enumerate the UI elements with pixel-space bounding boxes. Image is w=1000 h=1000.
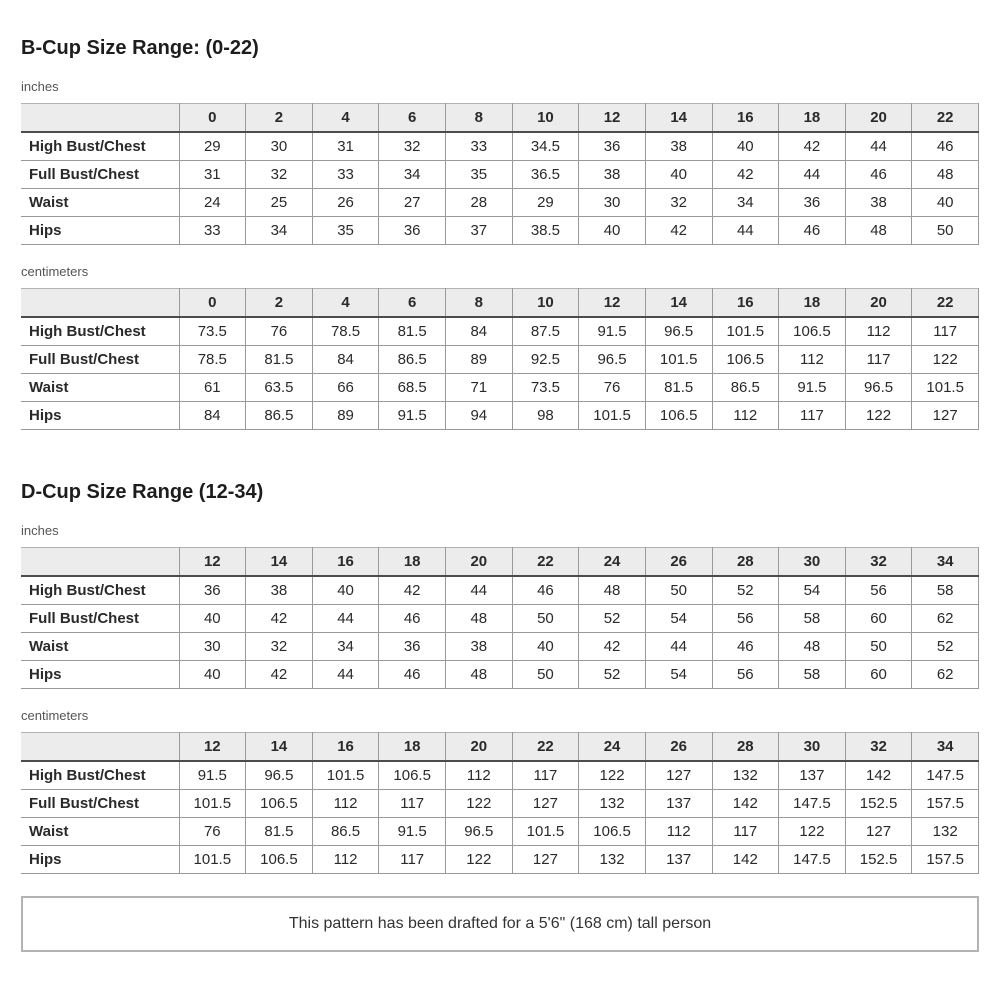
size-column-header: 14 (246, 733, 313, 762)
unit-label-centimeters: centimeters (21, 264, 89, 279)
measurement-value-cell: 42 (712, 161, 779, 189)
size-column-header: 8 (446, 104, 513, 133)
measurement-value-cell: 86.5 (379, 346, 446, 374)
measurement-value-cell: 86.5 (312, 818, 379, 846)
measurement-value-cell: 127 (912, 402, 979, 430)
measurement-row (21, 132, 979, 161)
measurement-value-cell: 112 (446, 761, 513, 790)
measurement-value-cell: 101.5 (179, 846, 246, 874)
measurement-row-label: Full Bust/Chest (21, 790, 179, 818)
size-column-header: 10 (512, 289, 579, 318)
measurement-value-cell: 40 (912, 189, 979, 217)
measurement-value-cell: 27 (379, 189, 446, 217)
measurement-value-cell: 106.5 (379, 761, 446, 790)
measurement-value-cell: 40 (579, 217, 646, 245)
measurement-value-cell: 38 (645, 132, 712, 161)
measurement-value-cell: 38.5 (512, 217, 579, 245)
measurement-value-cell: 152.5 (845, 790, 912, 818)
measurement-value-cell: 122 (446, 846, 513, 874)
measurement-row (21, 605, 979, 633)
measurement-value-cell: 50 (512, 661, 579, 689)
size-column-header: 12 (579, 104, 646, 133)
size-column-header: 24 (579, 548, 646, 577)
measurement-value-cell: 132 (912, 818, 979, 846)
section-d-cup (21, 480, 979, 874)
measurement-value-cell: 48 (446, 661, 513, 689)
measurement-value-cell: 132 (712, 761, 779, 790)
measurement-row (21, 576, 979, 605)
measurement-value-cell: 56 (845, 576, 912, 605)
size-header-row (21, 548, 979, 577)
measurement-row (21, 818, 979, 846)
size-column-header: 16 (712, 289, 779, 318)
measurement-value-cell: 157.5 (912, 846, 979, 874)
measurement-value-cell: 87.5 (512, 317, 579, 346)
measurement-value-cell: 101.5 (512, 818, 579, 846)
measurement-value-cell: 132 (579, 790, 646, 818)
size-column-header: 32 (845, 548, 912, 577)
size-column-header: 6 (379, 289, 446, 318)
measurement-value-cell: 38 (579, 161, 646, 189)
size-column-header: 30 (779, 733, 846, 762)
size-header-row (21, 104, 979, 133)
measurement-value-cell: 32 (379, 132, 446, 161)
measurement-value-cell: 42 (645, 217, 712, 245)
measurement-value-cell: 152.5 (845, 846, 912, 874)
measurement-value-cell: 60 (845, 661, 912, 689)
measurement-row-label: Hips (21, 846, 179, 874)
measurement-value-cell: 117 (512, 761, 579, 790)
measurement-value-cell: 66 (312, 374, 379, 402)
measurement-value-cell: 89 (446, 346, 513, 374)
measurement-value-cell: 92.5 (512, 346, 579, 374)
measurement-value-cell: 54 (645, 661, 712, 689)
measurement-value-cell: 98 (512, 402, 579, 430)
size-column-header: 4 (312, 104, 379, 133)
measurement-value-cell: 48 (579, 576, 646, 605)
measurement-value-cell: 30 (246, 132, 313, 161)
size-column-header: 4 (312, 289, 379, 318)
measurement-row (21, 189, 979, 217)
measurement-value-cell: 44 (779, 161, 846, 189)
measurement-value-cell: 117 (379, 790, 446, 818)
measurement-value-cell: 46 (379, 661, 446, 689)
size-column-header: 32 (845, 733, 912, 762)
measurement-value-cell: 61 (179, 374, 246, 402)
measurement-value-cell: 42 (379, 576, 446, 605)
measurement-value-cell: 38 (446, 633, 513, 661)
measurement-value-cell: 101.5 (312, 761, 379, 790)
measurement-value-cell: 117 (912, 317, 979, 346)
measurement-value-cell: 44 (845, 132, 912, 161)
size-column-header: 12 (579, 289, 646, 318)
measurement-value-cell: 34 (712, 189, 779, 217)
measurement-value-cell: 40 (645, 161, 712, 189)
size-column-header: 28 (712, 548, 779, 577)
corner-cell (21, 733, 179, 762)
measurement-value-cell: 31 (312, 132, 379, 161)
measurement-value-cell: 122 (446, 790, 513, 818)
measurement-row-label: Full Bust/Chest (21, 605, 179, 633)
size-column-header: 16 (712, 104, 779, 133)
measurement-row (21, 374, 979, 402)
measurement-value-cell: 52 (712, 576, 779, 605)
measurement-value-cell: 37 (446, 217, 513, 245)
measurement-value-cell: 106.5 (579, 818, 646, 846)
measurement-value-cell: 122 (845, 402, 912, 430)
measurement-value-cell: 112 (312, 790, 379, 818)
measurement-value-cell: 30 (579, 189, 646, 217)
measurement-value-cell: 106.5 (246, 846, 313, 874)
measurement-value-cell: 117 (779, 402, 846, 430)
measurement-value-cell: 50 (912, 217, 979, 245)
section-title-b-cup: B-Cup Size Range: (0-22) (21, 37, 259, 59)
measurement-value-cell: 73.5 (179, 317, 246, 346)
measurement-value-cell: 142 (845, 761, 912, 790)
measurement-value-cell: 91.5 (179, 761, 246, 790)
measurement-value-cell: 46 (379, 605, 446, 633)
size-column-header: 22 (512, 548, 579, 577)
measurement-value-cell: 106.5 (645, 402, 712, 430)
measurement-value-cell: 81.5 (645, 374, 712, 402)
measurement-value-cell: 137 (779, 761, 846, 790)
size-column-header: 26 (645, 733, 712, 762)
measurement-value-cell: 44 (312, 605, 379, 633)
measurement-value-cell: 112 (312, 846, 379, 874)
measurement-value-cell: 50 (645, 576, 712, 605)
measurement-row-label: Waist (21, 374, 179, 402)
size-column-header: 12 (179, 733, 246, 762)
measurement-value-cell: 32 (645, 189, 712, 217)
measurement-value-cell: 58 (912, 576, 979, 605)
measurement-value-cell: 62 (912, 661, 979, 689)
measurement-value-cell: 101.5 (912, 374, 979, 402)
corner-cell (21, 104, 179, 133)
size-column-header: 6 (379, 104, 446, 133)
measurement-value-cell: 33 (446, 132, 513, 161)
measurement-value-cell: 33 (312, 161, 379, 189)
measurement-value-cell: 89 (312, 402, 379, 430)
measurement-value-cell: 122 (912, 346, 979, 374)
measurement-row-label: Full Bust/Chest (21, 161, 179, 189)
measurement-value-cell: 122 (779, 818, 846, 846)
measurement-value-cell: 112 (712, 402, 779, 430)
measurement-value-cell: 96.5 (845, 374, 912, 402)
size-column-header: 22 (512, 733, 579, 762)
measurement-value-cell: 112 (779, 346, 846, 374)
measurement-value-cell: 52 (579, 661, 646, 689)
measurement-value-cell: 84 (446, 317, 513, 346)
corner-cell (21, 289, 179, 318)
measurement-value-cell: 42 (246, 661, 313, 689)
measurement-value-cell: 42 (579, 633, 646, 661)
measurement-row-label: High Bust/Chest (21, 317, 179, 346)
measurement-value-cell: 31 (179, 161, 246, 189)
measurement-value-cell: 44 (312, 661, 379, 689)
measurement-row-label: High Bust/Chest (21, 761, 179, 790)
measurement-value-cell: 86.5 (246, 402, 313, 430)
measurement-value-cell: 96.5 (246, 761, 313, 790)
size-column-header: 0 (179, 104, 246, 133)
measurement-value-cell: 78.5 (312, 317, 379, 346)
measurement-value-cell: 38 (845, 189, 912, 217)
measurement-row-label: High Bust/Chest (21, 576, 179, 605)
measurement-value-cell: 78.5 (179, 346, 246, 374)
measurement-value-cell: 29 (512, 189, 579, 217)
measurement-value-cell: 147.5 (779, 846, 846, 874)
measurement-value-cell: 28 (446, 189, 513, 217)
measurement-value-cell: 35 (446, 161, 513, 189)
measurement-value-cell: 137 (645, 790, 712, 818)
measurement-value-cell: 91.5 (379, 402, 446, 430)
measurement-value-cell: 40 (512, 633, 579, 661)
measurement-value-cell: 29 (179, 132, 246, 161)
measurement-value-cell: 62 (912, 605, 979, 633)
measurement-value-cell: 81.5 (246, 818, 313, 846)
size-column-header: 14 (246, 548, 313, 577)
measurement-value-cell: 44 (712, 217, 779, 245)
size-header-row (21, 733, 979, 762)
measurement-row-label: Waist (21, 818, 179, 846)
measurement-value-cell: 56 (712, 661, 779, 689)
measurement-row-label: Hips (21, 402, 179, 430)
measurement-value-cell: 33 (179, 217, 246, 245)
measurement-value-cell: 76 (246, 317, 313, 346)
measurement-value-cell: 48 (912, 161, 979, 189)
size-column-header: 12 (179, 548, 246, 577)
size-column-header: 16 (312, 733, 379, 762)
measurement-value-cell: 36 (179, 576, 246, 605)
size-column-header: 14 (645, 289, 712, 318)
size-column-header: 34 (912, 733, 979, 762)
size-column-header: 2 (246, 104, 313, 133)
measurement-value-cell: 117 (845, 346, 912, 374)
measurement-row (21, 661, 979, 689)
measurement-value-cell: 132 (579, 846, 646, 874)
measurement-value-cell: 91.5 (379, 818, 446, 846)
size-column-header: 0 (179, 289, 246, 318)
d-cup-centimeters-table (21, 732, 979, 874)
measurement-row (21, 761, 979, 790)
measurement-value-cell: 46 (845, 161, 912, 189)
measurement-value-cell: 44 (446, 576, 513, 605)
measurement-row-label: Hips (21, 217, 179, 245)
measurement-value-cell: 36 (379, 633, 446, 661)
measurement-value-cell: 24 (179, 189, 246, 217)
measurement-value-cell: 54 (779, 576, 846, 605)
measurement-value-cell: 117 (379, 846, 446, 874)
measurement-value-cell: 122 (579, 761, 646, 790)
measurement-value-cell: 58 (779, 661, 846, 689)
size-column-header: 26 (645, 548, 712, 577)
measurement-value-cell: 56 (712, 605, 779, 633)
measurement-value-cell: 50 (845, 633, 912, 661)
measurement-row (21, 346, 979, 374)
measurement-value-cell: 46 (779, 217, 846, 245)
measurement-value-cell: 52 (912, 633, 979, 661)
measurement-value-cell: 142 (712, 790, 779, 818)
measurement-value-cell: 34 (312, 633, 379, 661)
measurement-value-cell: 36.5 (512, 161, 579, 189)
measurement-value-cell: 91.5 (779, 374, 846, 402)
size-column-header: 22 (912, 289, 979, 318)
measurement-value-cell: 40 (179, 605, 246, 633)
measurement-value-cell: 96.5 (645, 317, 712, 346)
measurement-value-cell: 76 (579, 374, 646, 402)
measurement-value-cell: 36 (379, 217, 446, 245)
unit-label-inches: inches (21, 523, 59, 538)
measurement-value-cell: 127 (645, 761, 712, 790)
measurement-value-cell: 68.5 (379, 374, 446, 402)
measurement-value-cell: 106.5 (779, 317, 846, 346)
measurement-value-cell: 60 (845, 605, 912, 633)
measurement-value-cell: 44 (645, 633, 712, 661)
d-cup-inches-table (21, 547, 979, 689)
size-column-header: 20 (446, 733, 513, 762)
measurement-value-cell: 40 (312, 576, 379, 605)
size-column-header: 18 (779, 104, 846, 133)
measurement-value-cell: 38 (246, 576, 313, 605)
b-cup-centimeters-table (21, 288, 979, 430)
size-column-header: 16 (312, 548, 379, 577)
measurement-value-cell: 84 (179, 402, 246, 430)
size-column-header: 18 (779, 289, 846, 318)
measurement-value-cell: 58 (779, 605, 846, 633)
measurement-row (21, 317, 979, 346)
measurement-value-cell: 40 (179, 661, 246, 689)
measurement-row (21, 217, 979, 245)
measurement-value-cell: 34 (379, 161, 446, 189)
measurement-row-label: Full Bust/Chest (21, 346, 179, 374)
section-title-d-cup: D-Cup Size Range (12-34) (21, 481, 264, 503)
measurement-value-cell: 50 (512, 605, 579, 633)
measurement-value-cell: 81.5 (379, 317, 446, 346)
measurement-row (21, 402, 979, 430)
measurement-value-cell: 46 (912, 132, 979, 161)
measurement-row (21, 790, 979, 818)
size-column-header: 30 (779, 548, 846, 577)
measurement-value-cell: 96.5 (579, 346, 646, 374)
measurement-value-cell: 25 (246, 189, 313, 217)
measurement-value-cell: 46 (712, 633, 779, 661)
size-column-header: 28 (712, 733, 779, 762)
measurement-row (21, 846, 979, 874)
size-column-header: 34 (912, 548, 979, 577)
measurement-value-cell: 76 (179, 818, 246, 846)
measurement-row-label: Hips (21, 661, 179, 689)
measurement-value-cell: 73.5 (512, 374, 579, 402)
measurement-value-cell: 112 (845, 317, 912, 346)
measurement-value-cell: 32 (246, 161, 313, 189)
size-column-header: 10 (512, 104, 579, 133)
measurement-value-cell: 63.5 (246, 374, 313, 402)
measurement-row-label: Waist (21, 189, 179, 217)
corner-cell (21, 548, 179, 577)
b-cup-inches-table (21, 103, 979, 245)
section-b-cup (21, 36, 979, 430)
measurement-value-cell: 137 (645, 846, 712, 874)
measurement-value-cell: 42 (246, 605, 313, 633)
measurement-value-cell: 71 (446, 374, 513, 402)
measurement-value-cell: 26 (312, 189, 379, 217)
measurement-row-label: Waist (21, 633, 179, 661)
size-column-header: 18 (379, 733, 446, 762)
measurement-value-cell: 32 (246, 633, 313, 661)
measurement-value-cell: 42 (779, 132, 846, 161)
measurement-value-cell: 48 (779, 633, 846, 661)
measurement-value-cell: 147.5 (779, 790, 846, 818)
measurement-value-cell: 117 (712, 818, 779, 846)
measurement-value-cell: 91.5 (579, 317, 646, 346)
measurement-row (21, 633, 979, 661)
size-column-header: 20 (446, 548, 513, 577)
measurement-value-cell: 106.5 (246, 790, 313, 818)
measurement-value-cell: 94 (446, 402, 513, 430)
measurement-value-cell: 48 (845, 217, 912, 245)
measurement-value-cell: 46 (512, 576, 579, 605)
measurement-value-cell: 147.5 (912, 761, 979, 790)
measurement-value-cell: 127 (845, 818, 912, 846)
measurement-value-cell: 101.5 (579, 402, 646, 430)
measurement-value-cell: 127 (512, 846, 579, 874)
measurement-value-cell: 142 (712, 846, 779, 874)
pattern-height-note-text: This pattern has been drafted for a 5'6" (168 cm) tall person (288, 915, 712, 932)
size-column-header: 22 (912, 104, 979, 133)
measurement-value-cell: 36 (779, 189, 846, 217)
measurement-value-cell: 36 (579, 132, 646, 161)
size-column-header: 2 (246, 289, 313, 318)
measurement-value-cell: 48 (446, 605, 513, 633)
measurement-value-cell: 157.5 (912, 790, 979, 818)
unit-label-centimeters: centimeters (21, 708, 89, 723)
size-column-header: 24 (579, 733, 646, 762)
measurement-value-cell: 101.5 (645, 346, 712, 374)
unit-label-inches: inches (21, 79, 59, 94)
measurement-value-cell: 52 (579, 605, 646, 633)
pattern-height-note (21, 896, 979, 952)
size-column-header: 18 (379, 548, 446, 577)
measurement-value-cell: 54 (645, 605, 712, 633)
measurement-value-cell: 34.5 (512, 132, 579, 161)
size-column-header: 8 (446, 289, 513, 318)
size-column-header: 20 (845, 289, 912, 318)
measurement-row-label: High Bust/Chest (21, 132, 179, 161)
measurement-value-cell: 30 (179, 633, 246, 661)
measurement-value-cell: 112 (645, 818, 712, 846)
measurement-row (21, 161, 979, 189)
size-column-header: 20 (845, 104, 912, 133)
measurement-value-cell: 40 (712, 132, 779, 161)
size-column-header: 14 (645, 104, 712, 133)
measurement-value-cell: 101.5 (712, 317, 779, 346)
measurement-value-cell: 101.5 (179, 790, 246, 818)
measurement-value-cell: 84 (312, 346, 379, 374)
size-header-row (21, 289, 979, 318)
measurement-value-cell: 34 (246, 217, 313, 245)
measurement-value-cell: 81.5 (246, 346, 313, 374)
measurement-value-cell: 127 (512, 790, 579, 818)
measurement-value-cell: 106.5 (712, 346, 779, 374)
measurement-value-cell: 86.5 (712, 374, 779, 402)
measurement-value-cell: 35 (312, 217, 379, 245)
measurement-value-cell: 96.5 (446, 818, 513, 846)
